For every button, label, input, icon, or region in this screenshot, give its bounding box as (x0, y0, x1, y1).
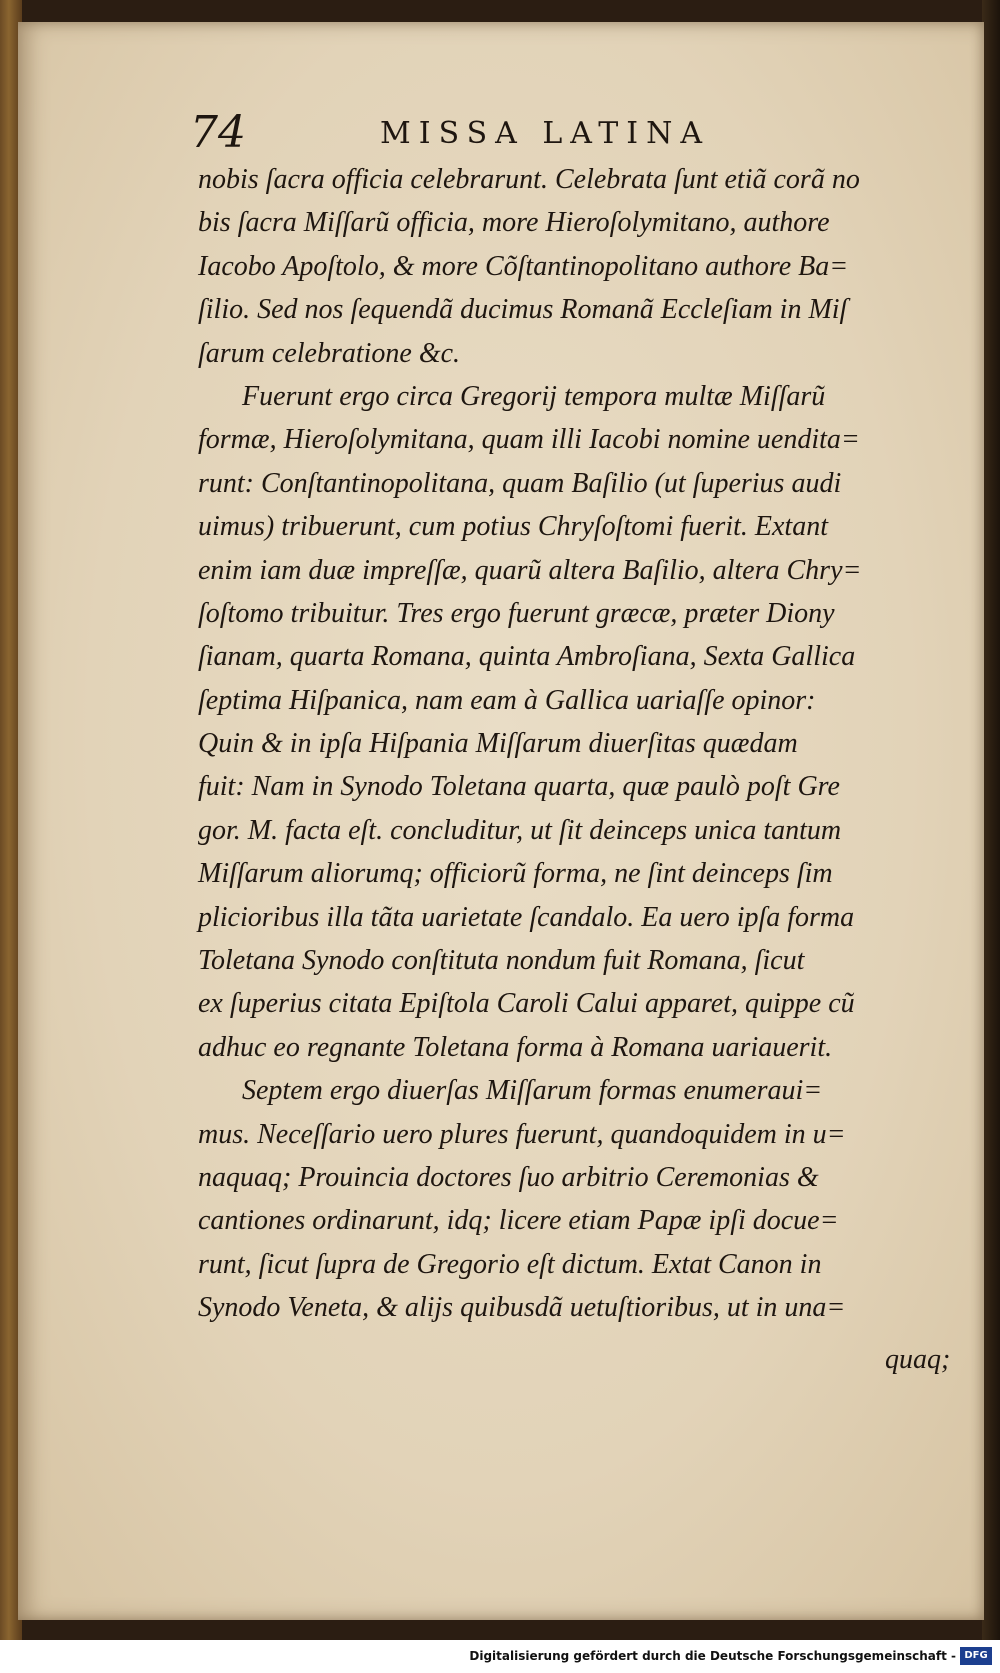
text-line: ſilio. Sed nos ſequendã ducimus Romanã Eccleſiam in Miſ (198, 294, 848, 326)
text-line: nobis ſacra officia celebrarunt. Celebrata ſunt etiã corã no (198, 164, 860, 195)
text-line: Miſſarum aliorumq; officiorũ forma, ne ſint deinceps ſim (198, 858, 833, 890)
text-line: ex ſuperius citata Epiſtola Caroli Calui apparet, quippe cũ (198, 988, 855, 1020)
text-line: Synodo Veneta, & alijs quibusdã uetuſtioribus, ut in una= (198, 1292, 846, 1324)
funding-credit: Digitalisierung gefördert durch die Deutsche Forschungsgemeinschaft - (469, 1649, 956, 1663)
text-line: ſeptima Hiſpanica, nam eam à Gallica uariaſſe opinor: (198, 684, 816, 716)
page-header (190, 108, 750, 158)
text-line: formæ, Hieroſolymitana, quam illi Iacobi nomine uendita= (198, 424, 860, 456)
running-title: MISSA LATINA (380, 116, 711, 151)
paragraph-start-line: Septem ergo diuerſas Miſſarum formas enumeraui= (242, 1075, 823, 1107)
text-line: ſarum celebratione &c. (198, 337, 461, 369)
text-line: cantiones ordinarunt, idq; licere etiam Papæ ipſi docue= (198, 1205, 839, 1237)
text-line: adhuc eo regnante Toletana forma à Romana uariauerit. (198, 1031, 833, 1063)
paragraph-start-line: Fuerunt ergo circa Gregorij tempora multæ Miſſarũ (242, 380, 826, 412)
text-line: plicioribus illa tãta uarietate ſcandalo. Ea uero ipſa forma (198, 901, 855, 933)
text-line: bis ſacra Miſſarũ officia, more Hieroſolymitano, authore (198, 207, 830, 239)
text-line: fuit: Nam in Synodo Toletana quarta, quæ paulò poſt Gre (198, 771, 840, 803)
text-line: Iacobo Apoſtolo, & more Cõſtantinopolitano authore Ba= (198, 250, 849, 282)
text-line: uimus) tribuerunt, cum potius Chryſoſtomi fuerit. Extant (198, 511, 828, 543)
text-line: Quin & in ipſa Hiſpania Miſſarum diuerſitas quædam (198, 728, 798, 760)
body-text (198, 158, 963, 1330)
catchword: quaq; (885, 1344, 951, 1375)
text-line: Toletana Synodo conſtituta nondum fuit Romana, ſicut (198, 945, 805, 977)
text-line: enim iam duæ impreſſæ, quarũ altera Baſilio, altera Chry= (198, 554, 862, 586)
text-line: runt: Conſtantinopolitana, quam Baſilio (ut ſuperius audi (198, 467, 842, 499)
page-edge (982, 0, 1000, 1640)
text-line: mus. Neceſſario uero plures fuerunt, quandoquidem in u= (198, 1118, 846, 1150)
page-number: 74 (190, 107, 246, 158)
text-line: ſoſtomo tribuitur. Tres ergo fuerunt græcæ, præter Diony (198, 597, 835, 629)
text-line: ſianam, quarta Romana, quinta Ambroſiana, Sexta Gallica (198, 641, 856, 673)
text-line: naquaq; Prouincia doctores ſuo arbitrio Ceremonias & (198, 1161, 819, 1193)
dfg-logo-icon: DFG (960, 1647, 992, 1665)
text-line: runt, ſicut ſupra de Gregorio eſt dictum. Extat Canon in (198, 1248, 822, 1280)
digitization-footer (0, 1640, 1000, 1673)
text-line: gor. M. facta eſt. concluditur, ut ſit deinceps unica tantum (198, 814, 842, 846)
